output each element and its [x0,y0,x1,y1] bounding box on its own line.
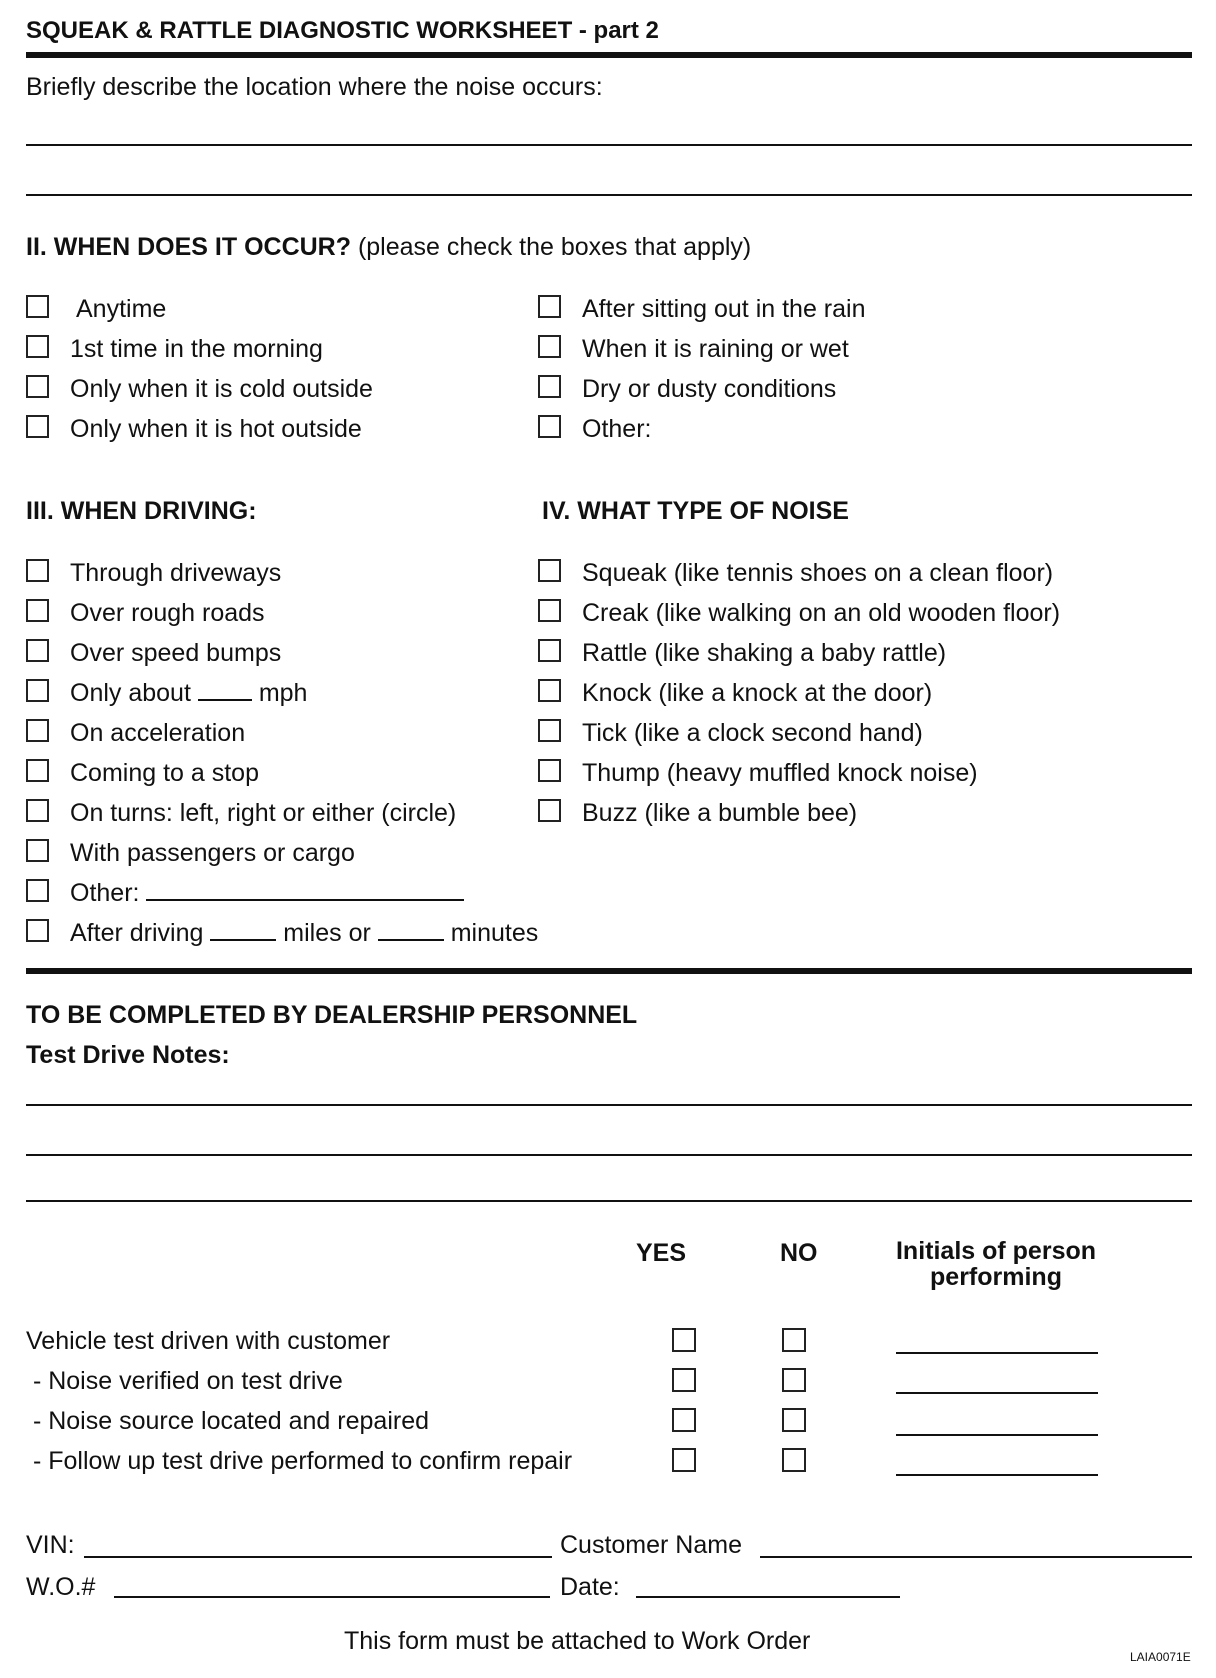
noise-checkbox-rattle[interactable] [538,639,561,662]
section2-heading [26,232,751,262]
noise-checkbox-buzz[interactable] [538,799,561,822]
occur-checkbox-wet[interactable] [538,335,561,358]
driving-label-speed-bumps: Over speed bumps [70,639,282,667]
only-about-text: Only about [70,679,191,707]
verify-no-checkbox-3[interactable] [782,1448,806,1472]
occur-checkbox-dry[interactable] [538,375,561,398]
minutes-blank[interactable] [378,919,444,941]
section3-heading: III. WHEN DRIVING: [26,497,257,525]
verify-initials-line-2[interactable] [896,1434,1098,1436]
col-yes: YES [636,1239,687,1267]
miles-blank[interactable] [210,919,276,941]
occur-label-anytime: Anytime [76,295,167,323]
driving-checkbox-other[interactable] [26,879,49,902]
driving-label-driveways: Through driveways [70,559,282,587]
noise-label-tick: Tick (like a clock second hand) [582,719,923,747]
noise-label-creak: Creak (like walking on an old wooden floor) [582,599,1061,627]
driving-other-blank[interactable] [146,879,464,901]
footer-note: This form must be attached to Work Order [344,1627,811,1655]
driving-checkbox-driveways[interactable] [26,559,49,582]
driving-checkbox-stop[interactable] [26,759,49,782]
noise-label-thump: Thump (heavy muffled knock noise) [582,759,978,787]
notes-line-1[interactable] [26,1104,1192,1106]
occur-checkbox-anytime[interactable] [26,295,49,318]
col-no: NO [780,1239,818,1267]
date-line[interactable] [636,1596,900,1598]
driving-checkbox-speed-bumps[interactable] [26,639,49,662]
noise-label-buzz: Buzz (like a bumble bee) [582,799,858,827]
driving-label-turns: On turns: left, right or either (circle) [70,799,457,827]
occur-checkbox-hot[interactable] [26,415,49,438]
verify-yes-checkbox-0[interactable] [672,1328,696,1352]
section4-heading: IV. WHAT TYPE OF NOISE [542,497,849,525]
wo-label: W.O.# [26,1573,96,1601]
customer-name-label: Customer Name [560,1531,742,1559]
verify-yes-checkbox-1[interactable] [672,1368,696,1392]
miles-or-text: miles or [283,919,371,947]
driving-checkbox-after-driving[interactable] [26,919,49,942]
noise-label-rattle: Rattle (like shaking a baby rattle) [582,639,947,667]
noise-label-squeak: Squeak (like tennis shoes on a clean floor) [582,559,1054,587]
driving-label-passengers: With passengers or cargo [70,839,355,867]
verify-initials-line-1[interactable] [896,1392,1098,1394]
after-driving-text: After driving [70,919,204,947]
page-title: SQUEAK & RATTLE DIAGNOSTIC WORKSHEET - part 2 [26,17,659,44]
verify-row-label-1: - Noise verified on test drive [26,1367,343,1395]
driving-other-text: Other: [70,879,140,907]
driving-label-only-about [70,678,307,708]
driving-label-rough-roads: Over rough roads [70,599,265,627]
verify-row-label-0: Vehicle test driven with customer [26,1327,391,1355]
verify-no-checkbox-0[interactable] [782,1328,806,1352]
col-initials [890,1238,1102,1290]
noise-checkbox-tick[interactable] [538,719,561,742]
driving-label-acceleration: On acceleration [70,719,246,747]
noise-checkbox-creak[interactable] [538,599,561,622]
wo-line[interactable] [114,1596,550,1598]
occur-label-hot: Only when it is hot outside [70,415,362,443]
verify-initials-line-3[interactable] [896,1474,1098,1476]
location-line-2[interactable] [26,194,1192,196]
title-rule [26,52,1192,58]
driving-checkbox-rough-roads[interactable] [26,599,49,622]
date-label: Date: [560,1573,620,1601]
customer-name-line[interactable] [760,1556,1192,1558]
notes-line-3[interactable] [26,1200,1192,1202]
location-prompt: Briefly describe the location where the noise occurs: [26,73,603,101]
driving-label-stop: Coming to a stop [70,759,259,787]
minutes-text: minutes [450,919,539,947]
verify-row-label-3: - Follow up test drive performed to confirm repair [26,1447,573,1475]
noise-label-knock: Knock (like a knock at the door) [582,679,933,707]
occur-checkbox-cold[interactable] [26,375,49,398]
occur-label-dry: Dry or dusty conditions [582,375,837,403]
driving-label-after-driving [70,918,538,948]
dealer-rule [26,968,1192,974]
noise-checkbox-squeak[interactable] [538,559,561,582]
driving-checkbox-acceleration[interactable] [26,719,49,742]
driving-checkbox-only-about[interactable] [26,679,49,702]
section2-heading-note: (please check the boxes that apply) [351,233,752,261]
dealer-heading: TO BE COMPLETED BY DEALERSHIP PERSONNEL [26,1001,638,1029]
occur-label-wet: When it is raining or wet [582,335,849,363]
mph-blank[interactable] [198,679,252,701]
occur-checkbox-other[interactable] [538,415,561,438]
figure-code: LAIA0071E [1130,1650,1191,1664]
section2-heading-bold: II. WHEN DOES IT OCCUR? [26,233,351,261]
mph-text: mph [258,679,308,707]
occur-label-rain: After sitting out in the rain [582,295,866,323]
noise-checkbox-thump[interactable] [538,759,561,782]
verify-yes-checkbox-3[interactable] [672,1448,696,1472]
occur-label-other: Other: [582,415,652,443]
verify-initials-line-0[interactable] [896,1352,1098,1354]
vin-line[interactable] [84,1556,552,1558]
occur-label-cold: Only when it is cold outside [70,375,373,403]
occur-checkbox-rain[interactable] [538,295,561,318]
verify-yes-checkbox-2[interactable] [672,1408,696,1432]
test-drive-notes-label: Test Drive Notes: [26,1041,230,1069]
col-initials-line1: Initials of person [895,1237,1097,1265]
occur-checkbox-morning[interactable] [26,335,49,358]
noise-checkbox-knock[interactable] [538,679,561,702]
driving-checkbox-turns[interactable] [26,799,49,822]
occur-label-morning: 1st time in the morning [70,335,323,363]
verify-row-label-2: - Noise source located and repaired [26,1407,430,1435]
driving-checkbox-passengers[interactable] [26,839,49,862]
col-initials-line2: performing [930,1263,1062,1291]
verify-no-checkbox-2[interactable] [782,1408,806,1432]
driving-label-other [70,878,464,908]
notes-line-2[interactable] [26,1154,1192,1156]
verify-no-checkbox-1[interactable] [782,1368,806,1392]
location-line-1[interactable] [26,144,1192,146]
vin-label: VIN: [26,1531,75,1559]
